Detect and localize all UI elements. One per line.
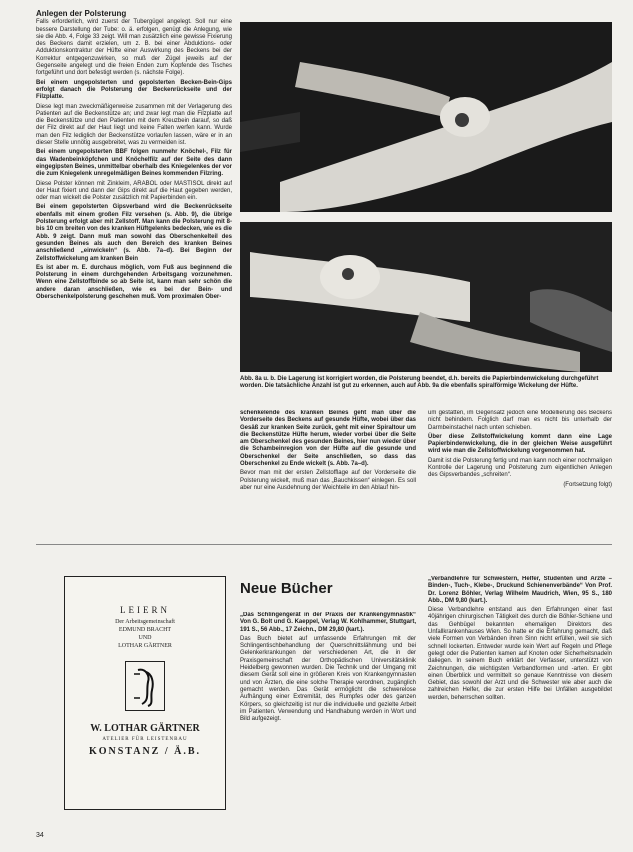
section-divider (36, 544, 612, 545)
paragraph: Diese Polster können mit Zinkleim, ARABOL oder MASTISOL direkt auf der Haut fixiert und dann der Gips direkt auf die Haut gegeben werden, oder man wickelt die Polster zusätzlich mit Papierbinden ein. (36, 180, 232, 202)
paragraph: Diese legt man zweckmäßigerweise zusammen mit der Verlagerung des Patienten auf die Beckenstütze an; und zwar legt man die Filzplatte auf die Beckenstütze und den Patienten mit dem Kreuzbein darauf, so daß der Filz direkt auf der Haut liegt und keine Falten werfen kann. Wurde man den Filz lediglich der Beckenstütze vorlaufen lassen, wäre er in an dieser Stelle unnötig ausgebreitet, was zu vermeiden ist. (36, 103, 232, 147)
article-column-3 (428, 410, 612, 530)
article-column-1 (36, 10, 232, 530)
books-column-2 (428, 576, 612, 826)
section-heading: Anlegen der Polsterung (36, 10, 127, 18)
page-number: 34 (36, 832, 44, 839)
ad-tagline: ATELIER FÜR LEISTENBAU (102, 737, 188, 742)
paragraph: Bei einem ungepolsterten und gepolsterten Becken-Bein-Gips erfolgt danach die Polsterung der Beckenrückseite und der Filzplatte. (36, 79, 232, 101)
paragraph: Bei einem ungepolsterten BBF folgen nunmehr Knöchel-, Filz für das Wadenbeinköpfchen und Knöchelfilz auf der Seite des dann eingegipsten Beines, unmittelbar oberhalb des Kniegelenkes der vor die zum Kniegelenk unregelmäßigen Beines kommenden Filzring. (36, 149, 232, 178)
paragraph: Falls erforderlich, wird zuerst der Tubergügel angelegt. Soll nur eine bessere Darstellung der Tube: o. ä. erfolgen, genügt die Anlegung, wie sie die Abb. 4, Folge 33 zeigt. Will man zusätzlich eine gewisse Fixierung des Beckens damit erzielen, um z. B. bei einer Abduktions- oder Adduktionskontraktur der Hüfte einer Auswirkung des Beckens bei der Korrektur entgegenzuwirken, so muß der Zügel jeweils auf der Gegenseite angelegt und die freien Enden zum Kopfende des Tisches fortgeführt und dort befestigt werden (s. nächste Folge). (36, 19, 232, 77)
ad-line: EDMUND BRACHT (118, 627, 172, 633)
photo-leg-cast-a (240, 22, 612, 212)
section-title: Neue Bücher (240, 580, 333, 597)
paragraph: Bei einem gepolsterten Gipsverband wird die Beckenrückseite ebenfalls mit einem großen Filz versehen (s. Abb. 9), die übrige Polsterung erfolgt aber mit Zellstoff. Man kann die Polsterung mit 8-bis 10 cm breiten von des kranken Hüftgelenks bedecken, wie es die Abb. 9 zeigt. Dann muß man sowohl das Oberschenkelteil des gesunden Beines als auch den Bereich des kranken Beines anschließend „einwickeln“ (s. Abb. 7a–d). Bei Beginn der Zellstoffwickelung am kranken Bein (36, 204, 232, 262)
figure-caption: Abb. 8a u. b. Die Lagerung ist korrigiert worden, die Polsterung beendet, d.h. bereits die Papierbindenwickelung durchgeführt worden. Die tatsächliche Anzahl ist gut zu erkennen, auch auf Abb. 9a die ebenfalls spiralförmige Wickelung der Hüfte. (240, 376, 599, 390)
paragraph: Über diese Zellstoffwickelung kommt dann eine Lage Papierbindenwickelung, die in der gleichen Weise ausgeführt wird wie man die Zellstoffwickelung vorgenommen hat. (428, 433, 612, 455)
paragraph: Es ist aber m. E. durchaus möglich, vom Fuß aus beginnend die Polsterung in einem durchgehenden Arbeitsgang vorzunehmen. Wenn eine Zellstoffbinde so ab Seite ist, kann man sehr schön die andere daran anschließen, wie es bei der Bein- und Oberschenkelpolsterung geschehen muß. Vom proximalen Ober- (36, 264, 232, 300)
continued-note: (Fortsetzung folgt) (563, 481, 612, 488)
company-logo-icon (125, 661, 165, 711)
ad-line: UND (138, 635, 152, 641)
ad-line: Der Arbeitsgemeinschaft (115, 619, 175, 625)
book-entry: „Das Schlingengerät in der Praxis der Krankengymnastik“ Von G. Bolt und G. Kaeppel, Verlag W. Kohlhammer, Stuttgart, 191 S., 56 Abb., 17 Zeichn., DM 29,80 (kart.). (240, 612, 416, 633)
advertisement-box (64, 576, 226, 810)
paragraph: um gestatten, im Gegensatz jedoch eine Modellierung des Beckens nicht behindern. Folglich darf man es nicht bis unterhalb der Darmbeinstachel nach unten schieben. (428, 410, 612, 431)
ad-heading: LEIERN (120, 605, 170, 615)
paragraph: Das Buch bietet auf umfassende Erfahrungen mit der Schlingentischbehandlung der Querschnittslähmung und bei Gelenkerkrankungen der verschiedenen Art, die in der Praxisgemeinschaft der Orthopädischen Universitätsklinik Heidelberg gewonnen wurden. Die Technik und der Umgang mit diesem Gerät soll eine in größeren Kreis von Krankengymnasten und von Ärzten, die eine solche Therapie verordnen, zugänglich gemacht werden. Das Gerät ermöglicht die schwerelose Aufhängung einer Extremität, des Rumpfes oder des ganzen Körpers, so gleichzeitig ist nur die individuelle und gezielte Arbeit im Patienten. Verwendung und Handhabung werden in Wort und Bild aufgezeigt. (240, 635, 416, 723)
books-column-1 (240, 612, 416, 822)
book-entry: „Verbandlehre für Schwestern, Helfer, Studenten und Ärzte – Binden-, Tuch-, Klebe-, Druckund Schienenverbände“ Von Prof. Dr. Lorenz Böhler, Verlag Wilhelm Maudrich, Wien, 95 S., 180 Abb., DM 9,80 (kart.). (428, 576, 612, 604)
ad-line: LOTHAR GÄRTNER (118, 643, 172, 649)
photo-leg-cast-b (240, 222, 612, 372)
paragraph: Damit ist die Polsterung fertig und man kann noch einer nochmaligen Kontrolle der Lagerung und Polsterung zum eigentlichen Anlegen des Gipsverbandes „schreiten“. (428, 457, 612, 479)
article-column-2 (240, 410, 416, 530)
paragraph: schenkelende des kranken Beines geht man über die Vorderseite des Beckens auf gesunde Hüfte, wobei über das Gesäß zur kranken Seite zurück, geht mit einer Spiraltour um die Beckenstütze Hüfte herum, wieder vorbei über die Seite am Oberschenkel des gesunden Beines, hier nun wieder über die Schambeinregion von der Hüfte auf die gesunde und Oberschenkel der Seite anschließen, so dass das Oberschenkel zu Ende wickelt (s. Abb. 7a–d). (240, 410, 416, 468)
paragraph: Bevor man mit der ersten Zellstofflage auf der Vorderseite die Polsterung wickelt, muß man das „Bauchkissen“ einlegen. Es soll aber nur eine Ausdehnung der Weichteile im den Ablauf hin- (240, 470, 416, 491)
ad-company-name: W. LOTHAR GÄRTNER (90, 723, 200, 734)
ad-city: KONSTANZ / Ä.B. (88, 746, 202, 757)
paragraph: Diese Verbandlehre entstand aus den Erfahrungen einer fast 40jährigen chirurgischen Tätigkeit des durch die Böhler-Schiene und das Gehbügel bekannten ehemaligen Direktors des Unfallkrankenhauses Wien. So hatte er die Erfahrung gemacht, daß viele Formen von Verbänden ihren Sinn nicht erfüllen, weil sie sich schnell lockerten. Entweder wurde kein Wert auf Regeln und Pflege gelegt oder die Patienten kamen auf Knoten oder Sicherheitsnadeln daliegen. In seinem Buch erklärt der Verfasser, unterstützt von Zeichnungen, die wichtigsten Verbandformen und -arten. Er gibt einen Überblick und vermittelt so genaue Kenntnisse von diesem Gebiet, das sowohl der Arzt und die Schwester wie aber auch die zahlreichen Helfer, die zur ersten Hilfe bei Unfällen ausgebildet werden, beherrschen sollten. (428, 607, 612, 701)
